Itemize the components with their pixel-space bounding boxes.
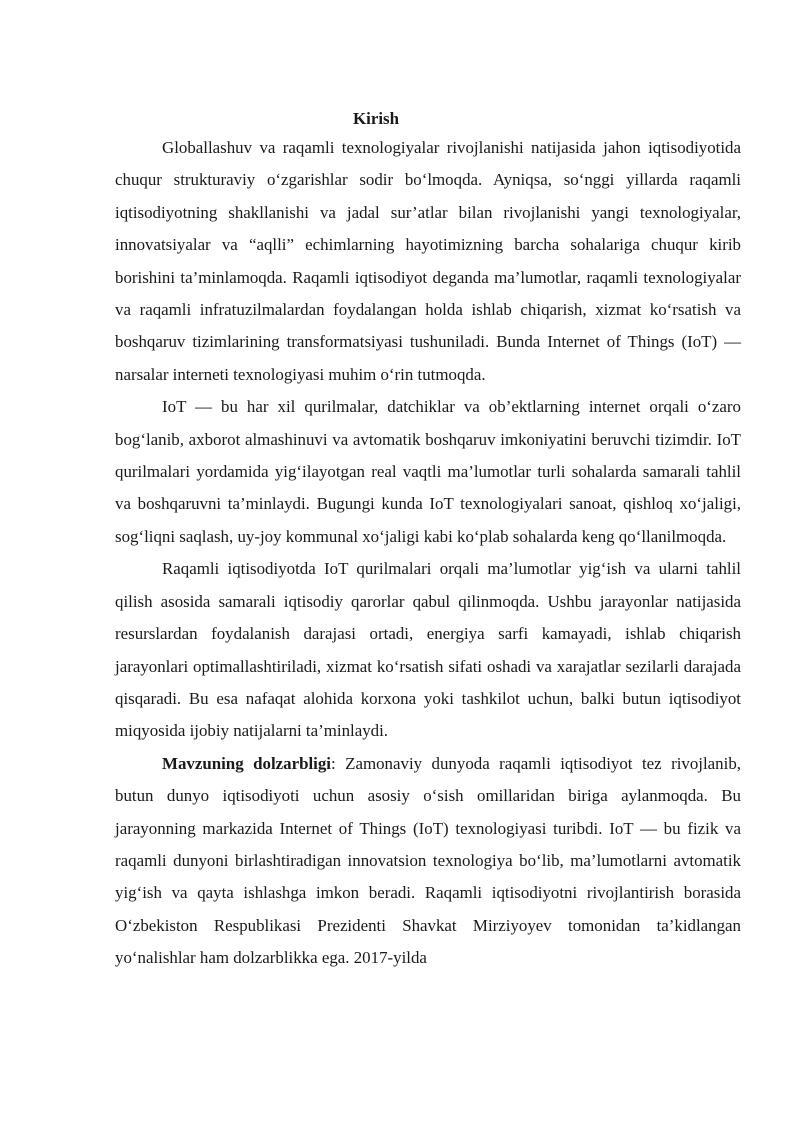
paragraph-iot-economy: Raqamli iqtisodiyotda IoT qurilmalari orqali ma’lumotlar yig‘ish va ularni tahlil qilish asosida samarali iqtisodiy qarorlar qabul qilinmoqda. Ushbu jarayonlar natijasida resurslardan foydalanish darajasi ortadi, energiya sarfi kamayadi, ishlab chiqarish jarayonlari optimallashtiriladi, xizmat ko‘rsatish sifati oshadi va xarajatlar sezilarli darajada qisqaradi. Bu esa nafaqat alohida korxona yoki tashkilot uchun, balki butun iqtisodiyot miqyosida ijobiy natijalarni ta’minlaydi. (115, 559, 741, 741)
relevance-text: : Zamonaviy dunyoda raqamli iqtisodiyot tez rivojlanib, butun dunyo iqtisodiyoti uchun asosiy o‘sish omillaridan biriga aylanmoqda. Bu jarayonning markazida Internet of Things (IoT) texnologiyasi turibdi. IoT — bu fizik va raqamli dunyoni birlashtiradigan innovatsion texnologiya bo‘lib, ma’lumotlarni avtomatik yig‘ish va qayta ishlashga imkon beradi. Raqamli iqtisodiyotni rivojlantirish borasida O‘zbekiston Respublikasi Prezidenti Shavkat Mirziyoyev tomonidan ta’kidlangan yo‘nalishlar ham dolzarblikka ega. 2017-yilda (115, 753, 741, 968)
paragraph-relevance (115, 748, 741, 975)
paragraph-globalization: Globallashuv va raqamli texnologiyalar rivojlanishi natijasida jahon iqtisodiyotida chuqur strukturaviy o‘zgarishlar sodir bo‘lmoqda. Ayniqsa, so‘nggi yillarda raqamli iqtisodiyotning shakllanishi va jadal sur’atlar bilan rivojlanishi yangi texnologiyalar, innovatsiyalar va “aqlli” echimlarning hayotimizning barcha sohalariga chuqur kirib borishini ta’minlamoqda. Raqamli iqtisodiyot deganda ma’lumotlar, raqamli texnologiyalar va raqamli infratuzilmalardan foydalangan holda ishlab chiqarish, xizmat ko‘rsatish va boshqaruv tizimlarining transformatsiyasi tushuniladi. Bunda Internet of Things (IoT) — narsalar interneti texnologiyasi muhim o‘rin tutmoqda. (115, 138, 741, 384)
document-body (115, 107, 741, 975)
section-heading: Kirish (353, 109, 399, 128)
paragraph-iot-definition: IoT — bu har xil qurilmalar, datchiklar va ob’ektlarning internet orqali o‘zaro bog‘lanib, axborot almashinuvi va avtomatik boshqaruv imkoniyatini beruvchi tizimdir. IoT qurilmalari yordamida yig‘ilayotgan real vaqtli ma’lumotlar turli sohalarda samarali tahlil va boshqaruvni ta’minlaydi. Bugungi kunda IoT texnologiyalari sanoat, qishloq xo‘jaligi, sog‘liqni saqlash, uy-joy kommunal xo‘jaligi kabi ko‘plab sohalarda keng qo‘llanilmoqda. (115, 397, 741, 546)
relevance-label: Mavzuning dolzarbligi (162, 753, 331, 773)
